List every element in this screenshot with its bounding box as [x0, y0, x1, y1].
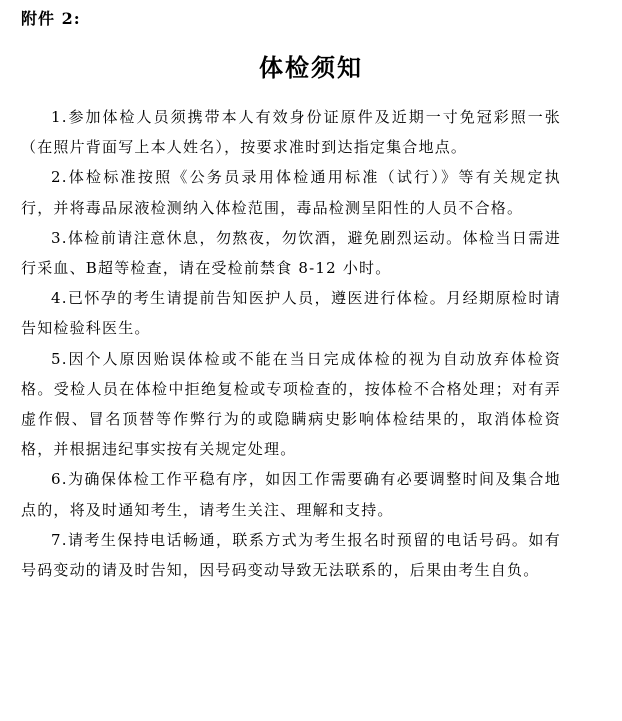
attachment-label: 附件 2: [21, 9, 81, 28]
rule-item: 4.已怀孕的考生请提前告知医护人员，遵医进行体检。月经期原检时请告知检验科医生。 [21, 289, 561, 338]
rule-item: 3.体检前请注意休息，勿熬夜，勿饮酒，避免剧烈运动。体检当日需进行采血、B超等检查，请在受检前禁食 8-12 小时。 [21, 228, 561, 278]
document-title: 体检须知 [259, 53, 363, 82]
rule-item: 1.参加体检人员须携带本人有效身份证原件及近期一寸免冠彩照一张（在照片背面写上本人姓名），按要求准时到达指定集合地点。 [21, 108, 561, 157]
rule-item: 2.体检标准按照《公务员录用体检通用标准（试行）》等有关规定执行，并将毒品尿液检测纳入体检范围，毒品检测呈阳性的人员不合格。 [21, 168, 561, 217]
rule-item: 5.因个人原因贻误体检或不能在当日完成体检的视为自动放弃体检资格。受检人员在体检中拒绝复检或专项检查的，按体检不合格处理；对有弄虚作假、冒名顶替等作弊行为的或隐瞒病史影响体检结果的，取消体检资格，并根据违纪事实按有关规定处理。 [21, 349, 561, 459]
rule-item: 6.为确保体检工作平稳有序，如因工作需要确有必要调整时间及集合地点的，将及时通知考生，请考生关注、理解和支持。 [21, 470, 561, 519]
rules-list [21, 102, 561, 585]
rule-item: 7.请考生保持电话畅通，联系方式为考生报名时预留的电话号码。如有号码变动的请及时告知，因号码变动导致无法联系的，后果由考生自负。 [21, 530, 561, 580]
